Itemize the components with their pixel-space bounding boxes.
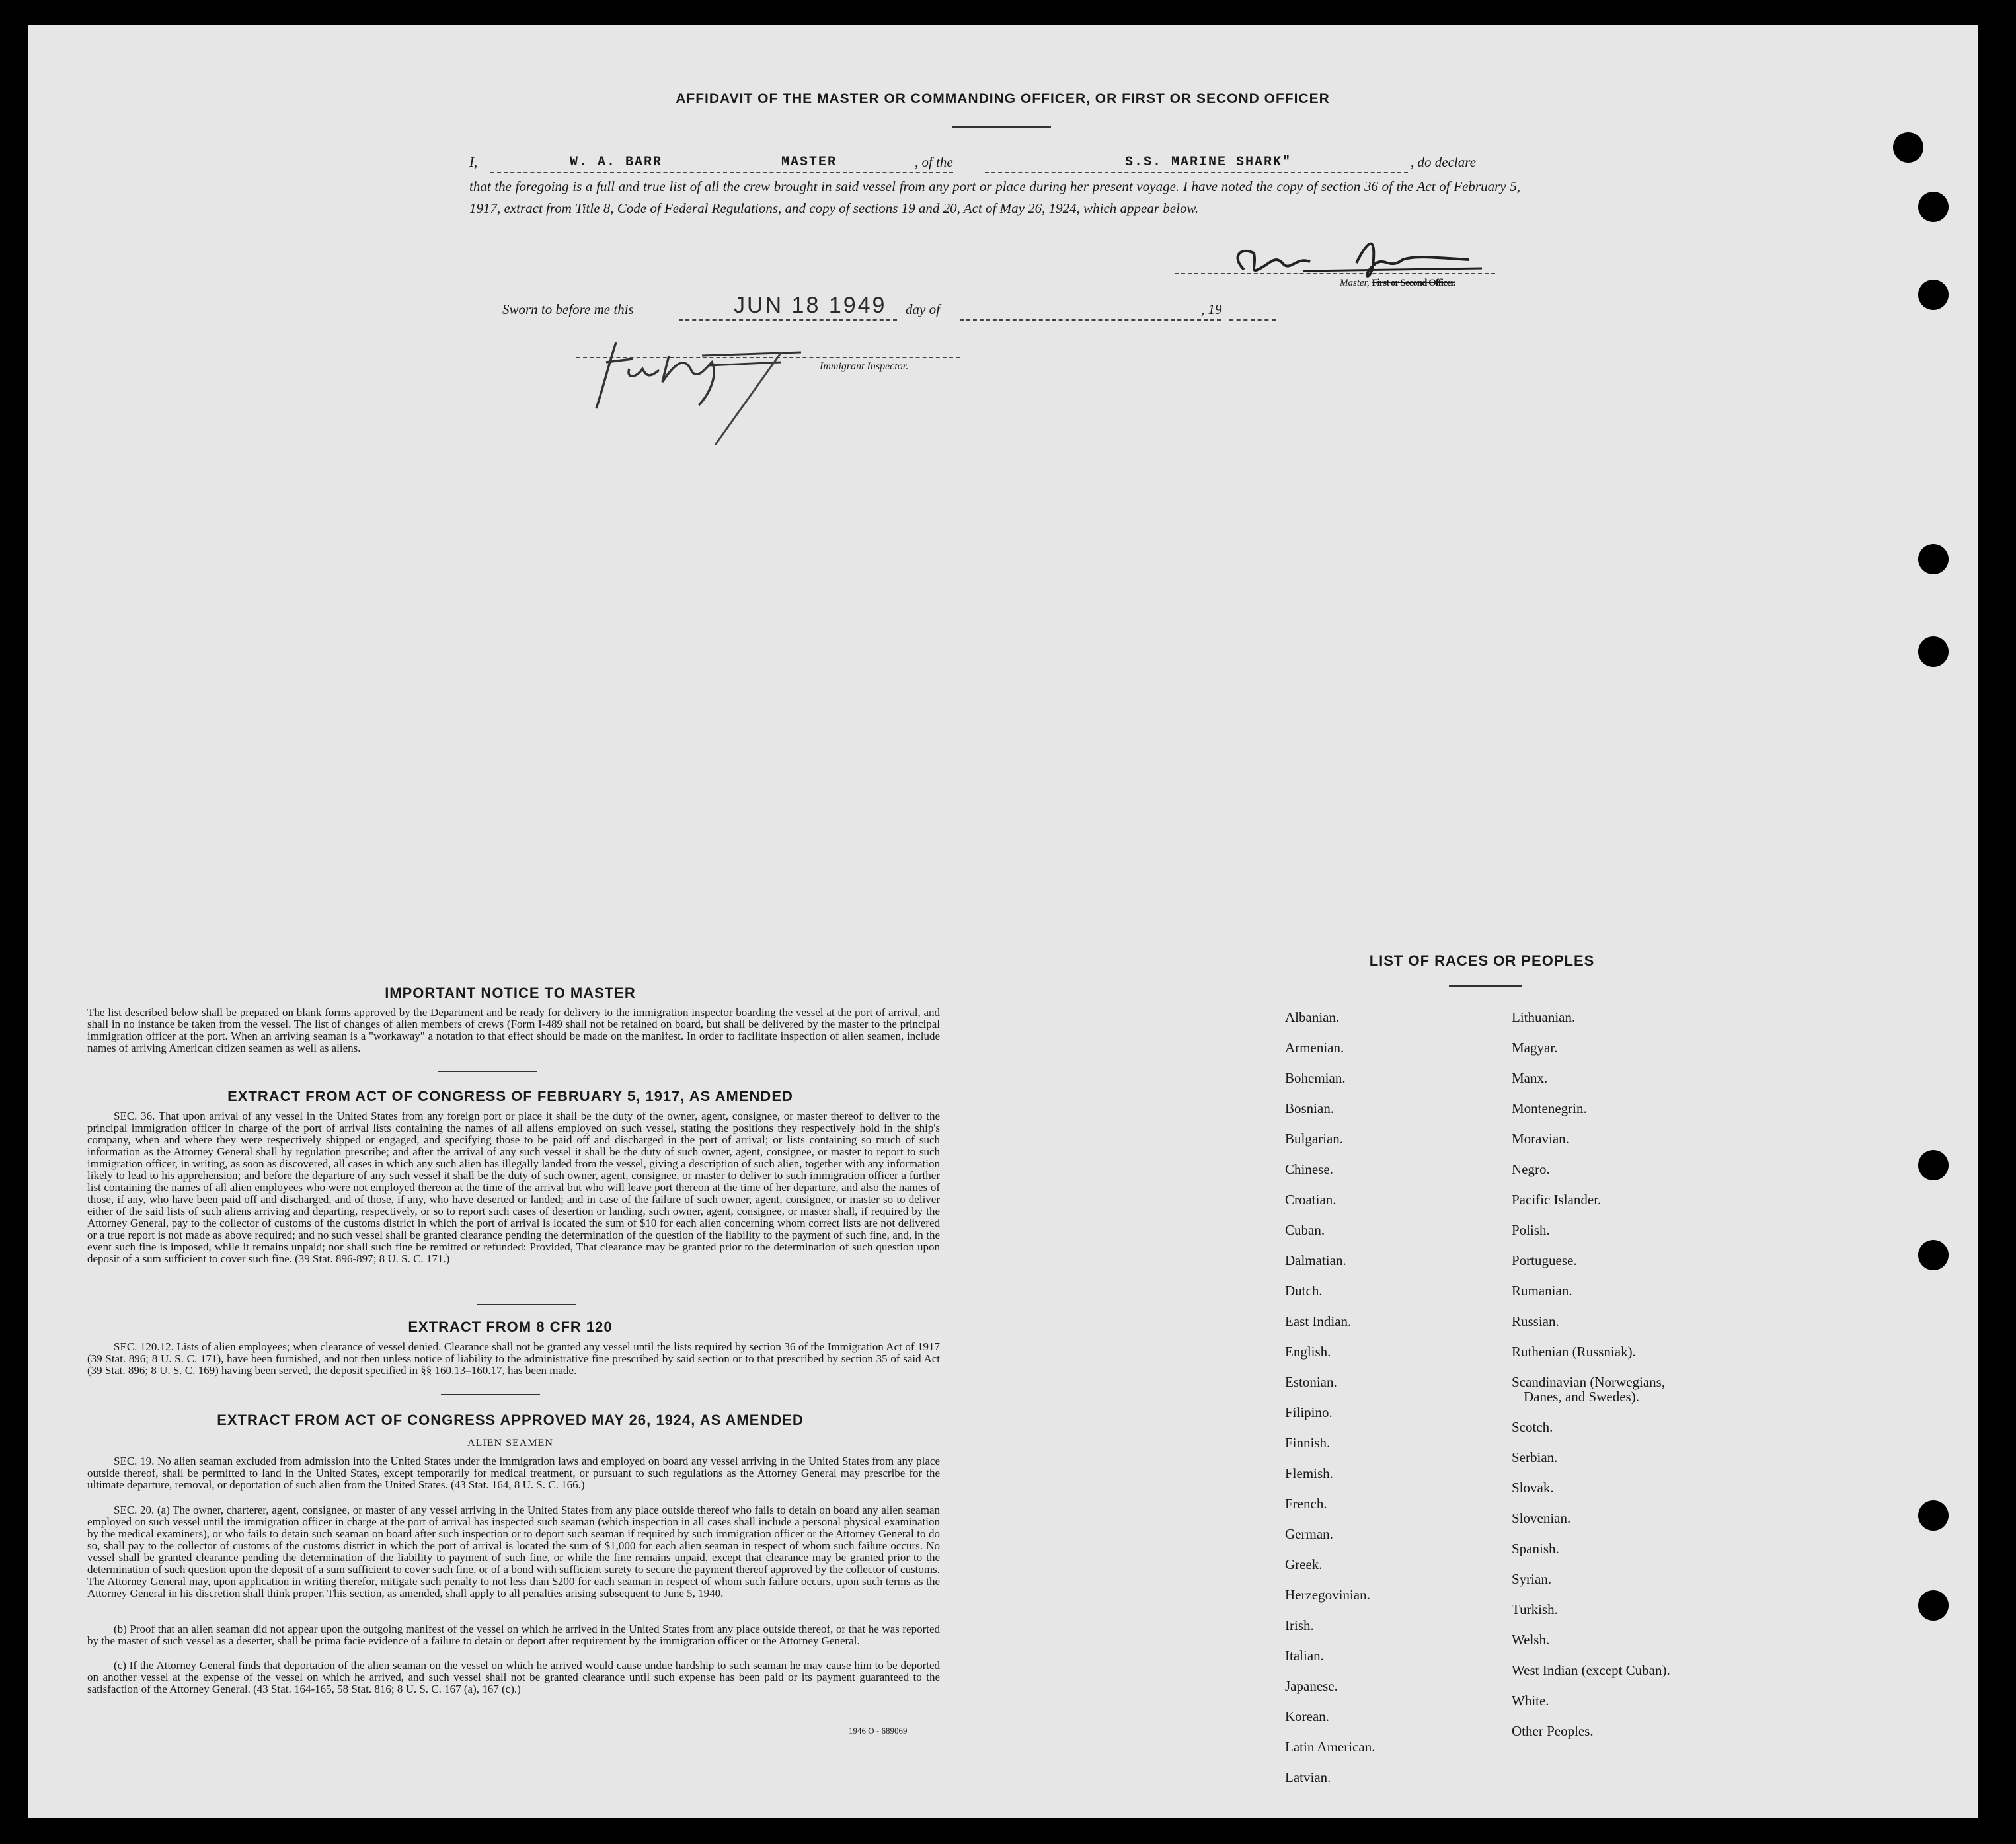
year-line <box>1229 319 1276 321</box>
race-item: Chinese. <box>1285 1161 1333 1177</box>
extract-cfr-divider <box>441 1394 540 1395</box>
do-declare-label: , do declare <box>1411 154 1476 170</box>
signature-caption <box>1340 278 1455 289</box>
print-code: 1946 O - 689069 <box>849 1726 908 1736</box>
document-page <box>28 25 1978 1818</box>
race-item: Negro. <box>1512 1161 1550 1177</box>
extract-1924-sec20a: SEC. 20. (a) The owner, charterer, agent, consignee, or master of any vessel arriving in the United States from any place outside thereof who fails to detain on board any alien seaman employed on such vessel until the immigration officer in charge at the port of arrival has inspected such seaman (which inspection in all cases shall include a personal physical examination by the medical examiners), or who fails to detain such seaman on board after such inspection or to deport such seaman if required by such immigration officer or the Attorney General to do so, shall pay to the collector of customs of the customs district in which the port of arrival is located the sum of $1,000 for each alien seaman in respect of whom such failure occurs. No vessel shall be granted clearance pending the determination of the liability to payment of such fine, or while the fine remains unpaid, except that clearance may be granted prior to the determination of such question upon the deposit of a sum sufficient to cover such fine, or of a bond with sufficient surety to secure the payment thereof approved by the collector of customs. The Attorney General may, upon application in writing therefor, mitigate such penalty to not less than $200 for each seaman in respect of whom such failure occurs, upon such terms as the Attorney General in his discretion shall think proper. This section, as amended, shall apply to all penalties arising subsequent to June 5, 1940. <box>87 1504 940 1599</box>
race-item: White. <box>1512 1693 1549 1709</box>
race-item: English. <box>1285 1344 1331 1360</box>
race-item: Greek. <box>1285 1556 1323 1572</box>
affidavit-intro: I, <box>469 154 478 170</box>
date-stamp: JUN 18 1949 <box>734 293 887 318</box>
affidavit-title: AFFIDAVIT OF THE MASTER OR COMMANDING OFFICER, OR FIRST OR SECOND OFFICER <box>676 91 1330 106</box>
race-item: Korean. <box>1285 1709 1330 1724</box>
race-item: East Indian. <box>1285 1313 1352 1329</box>
race-item: Scotch. <box>1512 1419 1553 1435</box>
race-item: Scandinavian (Norwegians, <box>1512 1374 1666 1390</box>
inspector-caption: Immigrant Inspector. <box>820 361 909 372</box>
extract-1917-divider <box>477 1304 576 1305</box>
signature-caption-struck: First or Second Officer. <box>1372 278 1455 288</box>
notice-divider <box>438 1071 537 1072</box>
race-item: Welsh. <box>1512 1632 1550 1648</box>
race-item: Montenegrin. <box>1512 1100 1587 1116</box>
extract-cfr-title: EXTRACT FROM 8 CFR 120 <box>408 1319 613 1335</box>
extract-1924-title: EXTRACT FROM ACT OF CONGRESS APPROVED MAY 26, 1924, AS AMENDED <box>217 1412 804 1428</box>
race-item: Japanese. <box>1285 1678 1338 1694</box>
of-the-label: , of the <box>915 154 953 170</box>
vessel-name: S.S. MARINE SHARK" <box>1125 155 1292 170</box>
race-item: Portuguese. <box>1512 1252 1577 1268</box>
race-item: Finnish. <box>1285 1435 1331 1451</box>
extract-1924-sec20b: (b) Proof that an alien seaman did not appear upon the outgoing manifest of the vessel on which he arrived in the United States from any place outside thereof, or that he was reported by the master of such vessel as a deserter, shall be prima facie evidence of a failure to detain or deport after requirement by the immigration officer or the Attorney General. <box>87 1623 940 1647</box>
punch-hole <box>1918 192 1949 222</box>
race-item: Serbian. <box>1512 1449 1558 1465</box>
race-item: Slovenian. <box>1512 1510 1571 1526</box>
affidavit-body: that the foregoing is a full and true list of all the crew brought in said vessel from any port or place during her present voyage. I have noted the copy of section 36 of the Act of February 5, 1917, extract from Title 8, Code of Federal Regulations, and copy of sections 19 and 20, Act of May 26, 1924, which appear below. <box>469 178 1520 216</box>
race-item: Slovak. <box>1512 1480 1554 1496</box>
punch-hole <box>1918 636 1949 667</box>
extract-1917-text: SEC. 36. That upon arrival of any vessel in the United States from any foreign port or place it shall be the duty of the owner, agent, consignee, or master thereof to deliver to the principal immigration officer in charge of the port of arrival lists containing the names of all aliens employed on such vessel, stating the positions they respectively hold in the ship's company, when and where they were respectively shipped or engaged, and specifying those to be paid off and discharged in the port of arrival; or lists containing so much of such information as the Attorney General shall by regulation prescribe; and after the arrival of any such vessel it shall be the duty of such owner, agent, consignee, or master to report to such immigration officer, in writing, as soon as discovered, all cases in which any such alien has illegally landed from the vessel, giving a description of such alien, together with any information likely to lead to his apprehension; and before the departure of any such vessel it shall be the duty of such owner, agent, consignee, or master to deliver to such immigration officer a further list containing the names of all alien employees who were not employed thereon at the time of the arrival but who will leave port thereon at the time of her departure, and also the names of those, if any, who have been paid off and discharged, and of those, if any, who have deserted or landed; and in case of the failure of such owner, agent, consignee, or master so to deliver either of the said lists of such aliens arriving and departing, respectively, or so to report such cases of desertion or landing, such owner, agent, consignee, or master shall, if required by the Attorney General, pay to the collector of customs of the customs district in which the port of arrival is located the sum of $10 for each alien concerning whom correct lists are not delivered or a true report is not made as above required; and no such vessel shall be granted clearance pending the determination of the question of the liability to the payment of such fine, and, in the event such fine is imposed, while it remains unpaid; nor shall such fine be remitted or refunded: Provided, That clearance may be granted prior to the determination of such question upon deposit of a sum sufficient to cover such fine. (39 Stat. 896-897; 8 U. S. C. 171.) <box>87 1110 940 1265</box>
day-of-label: day of <box>906 301 940 317</box>
extract-1924-sec19: SEC. 19. No alien seaman excluded from admission into the United States under the immigration laws and employed on board any vessel arriving in the United States from any place outside thereof, shall be permitted to land in the United States, except temporarily for medical treatment, or pursuant to such regulations as the Attorney General may prescribe for the ultimate departure, removal, or deportation of such alien from the United States. (43 Stat. 164, 8 U. S. C. 166.) <box>87 1455 940 1491</box>
punch-hole <box>1918 544 1949 574</box>
races-column-2 <box>1512 1002 1670 1746</box>
race-item: Bosnian. <box>1285 1100 1335 1116</box>
race-item: Rumanian. <box>1512 1283 1572 1299</box>
race-item: Ruthenian (Russniak). <box>1512 1344 1636 1360</box>
race-item: Dalmatian. <box>1285 1252 1346 1268</box>
name-field-line <box>490 172 953 173</box>
inspector-signature <box>570 316 913 448</box>
race-item: Syrian. <box>1512 1571 1552 1587</box>
punch-hole <box>1918 1240 1949 1270</box>
race-item: Irish. <box>1285 1617 1314 1633</box>
title-divider <box>952 126 1051 128</box>
month-line <box>960 319 1221 321</box>
extract-cfr-text: SEC. 120.12. Lists of alien employees; when clearance of vessel denied. Clearance shall not be granted any vessel until the lists required by section 36 of the Immigration Act of 1917 (39 Stat. 896; 8 U. S. C. 171), have been furnished, and not then unless notice of liability to the administrative fine prescribed by said section or to that prescribed by section 35 of said Act (39 Stat. 896; 8 U. S. C. 169) having been served, the deposit specified in §§ 160.13–160.17, has been made. <box>87 1340 940 1377</box>
race-item: Other Peoples. <box>1512 1723 1594 1739</box>
sworn-label: Sworn to before me this <box>502 301 634 317</box>
race-item: Turkish. <box>1512 1601 1558 1617</box>
race-item: Estonian. <box>1285 1374 1337 1390</box>
race-item: Bulgarian. <box>1285 1131 1344 1147</box>
notice-text: The list described below shall be prepared on blank forms approved by the Department and be ready for delivery to the immigration inspector boarding the vessel at the port of arrival, and shall in no instance be taken from the vessel. The list of changes of alien members of crews (Form I-489 shall not be retained on board, but shall be delivered by the master to the principal immigration officer at the port. When an arriving seaman is a "workaway" a notation to that effect should be made on the manifest. In order to facilitate inspection of alien seamen, include names of arriving American citizen seamen as well as aliens. <box>87 1006 940 1054</box>
master-rank: MASTER <box>781 155 837 170</box>
race-item: Lithuanian. <box>1512 1009 1576 1025</box>
race-item: Polish. <box>1512 1222 1550 1238</box>
race-item: Pacific Islander. <box>1512 1192 1602 1208</box>
race-item: Spanish. <box>1512 1541 1559 1556</box>
race-item: Dutch. <box>1285 1283 1323 1299</box>
races-column-1 <box>1285 1002 1375 1792</box>
punch-hole <box>1893 132 1923 163</box>
extract-1924-subtitle: ALIEN SEAMEN <box>467 1438 553 1449</box>
race-item: Manx. <box>1512 1070 1548 1086</box>
race-item: West Indian (except Cuban). <box>1512 1662 1670 1678</box>
punch-hole <box>1918 1590 1949 1621</box>
race-item: Italian. <box>1285 1648 1324 1664</box>
master-name: W. A. BARR <box>570 155 663 170</box>
race-item: Russian. <box>1512 1313 1559 1329</box>
extract-1924-sec20c: (c) If the Attorney General finds that deportation of the alien seaman on the vessel on which he arrived would cause undue hardship to such seaman he may cause him to be deported on another vessel at the expense of the vessel on which he arrived, and such vessel shall not be granted clearance until such expense has been paid or its payment guaranteed to the satisfaction of the Attorney General. (43 Stat. 164-165, 58 Stat. 816; 8 U. S. C. 167 (a), 167 (c).) <box>87 1659 940 1695</box>
race-item: Herzegovinian. <box>1285 1587 1370 1603</box>
race-item: Danes, and Swedes). <box>1524 1389 1639 1404</box>
race-item: Cuban. <box>1285 1222 1325 1238</box>
race-item: French. <box>1285 1496 1327 1512</box>
race-item: Latin American. <box>1285 1739 1376 1755</box>
race-item: German. <box>1285 1526 1333 1542</box>
races-divider <box>1449 985 1522 987</box>
punch-hole <box>1918 1150 1949 1180</box>
race-item: Flemish. <box>1285 1465 1333 1481</box>
race-item: Filipino. <box>1285 1404 1333 1420</box>
extract-1917-title: EXTRACT FROM ACT OF CONGRESS OF FEBRUARY 5, 1917, AS AMENDED <box>227 1088 793 1104</box>
race-item: Albanian. <box>1285 1009 1340 1025</box>
race-item: Magyar. <box>1512 1040 1558 1056</box>
race-item: Armenian. <box>1285 1040 1344 1056</box>
race-item: Croatian. <box>1285 1192 1337 1208</box>
year-label: , 19 <box>1201 301 1222 317</box>
race-item: Moravian. <box>1512 1131 1569 1147</box>
notice-title: IMPORTANT NOTICE TO MASTER <box>385 985 636 1001</box>
race-item: Latvian. <box>1285 1769 1331 1785</box>
races-title: LIST OF RACES OR PEOPLES <box>1369 952 1595 969</box>
race-item: Bohemian. <box>1285 1070 1346 1086</box>
punch-hole <box>1918 1500 1949 1531</box>
vessel-field-line <box>985 172 1408 173</box>
signature-caption-master: Master, <box>1340 278 1372 288</box>
punch-hole <box>1918 280 1949 310</box>
